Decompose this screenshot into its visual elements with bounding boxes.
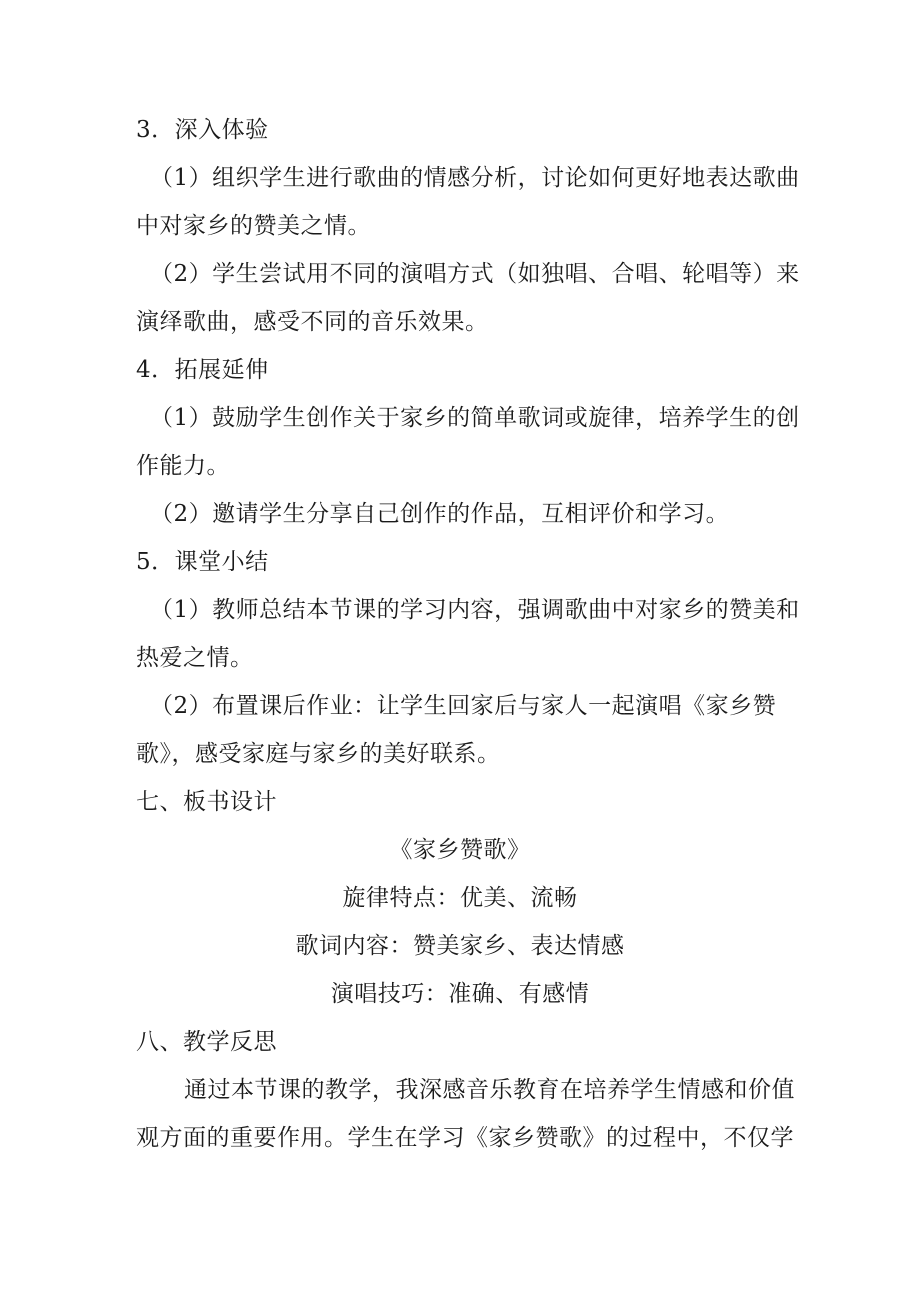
section-4-heading: 4．拓展延伸 <box>136 357 269 383</box>
paragraph-line: 观方面的重要作用。学生在学习《家乡赞歌》的过程中，不仅学 <box>136 1125 794 1151</box>
paragraph-line: （1）教师总结本节课的学习内容，强调歌曲中对家乡的赞美和 <box>150 597 800 623</box>
paragraph-line: （2）学生尝试用不同的演唱方式（如独唱、合唱、轮唱等）来 <box>150 261 800 287</box>
paragraph-line: 通过本节课的教学，我深感音乐教育在培养学生情感和价值 <box>184 1077 795 1103</box>
board-line: 旋律特点：优美、流畅 <box>342 885 578 911</box>
paragraph-line: （2）布置课后作业：让学生回家后与家人一起演唱《家乡赞 <box>150 693 777 719</box>
section-5-heading: 5．课堂小结 <box>136 549 269 575</box>
paragraph-line: （2）邀请学生分享自己创作的作品，互相评价和学习。 <box>150 501 730 527</box>
board-design-heading: 七、板书设计 <box>136 789 277 815</box>
paragraph-line: 歌》，感受家庭与家乡的美好联系。 <box>136 741 501 767</box>
paragraph-line: （1）组织学生进行歌曲的情感分析，讨论如何更好地表达歌曲 <box>150 165 800 191</box>
paragraph-line: 热爱之情。 <box>136 645 254 671</box>
paragraph-line: 作能力。 <box>136 453 230 479</box>
paragraph-line: （1）鼓励学生创作关于家乡的简单歌词或旋律，培养学生的创 <box>150 405 800 431</box>
board-line: 演唱技巧：准确、有感情 <box>330 981 590 1007</box>
board-title: 《家乡赞歌》 <box>389 837 531 863</box>
paragraph-line: 中对家乡的赞美之情。 <box>136 213 371 239</box>
section-3-heading: 3．深入体验 <box>136 117 269 143</box>
paragraph-line: 演绎歌曲，感受不同的音乐效果。 <box>136 309 489 335</box>
reflection-heading: 八、教学反思 <box>136 1029 277 1055</box>
board-line: 歌词内容：赞美家乡、表达情感 <box>295 933 625 959</box>
